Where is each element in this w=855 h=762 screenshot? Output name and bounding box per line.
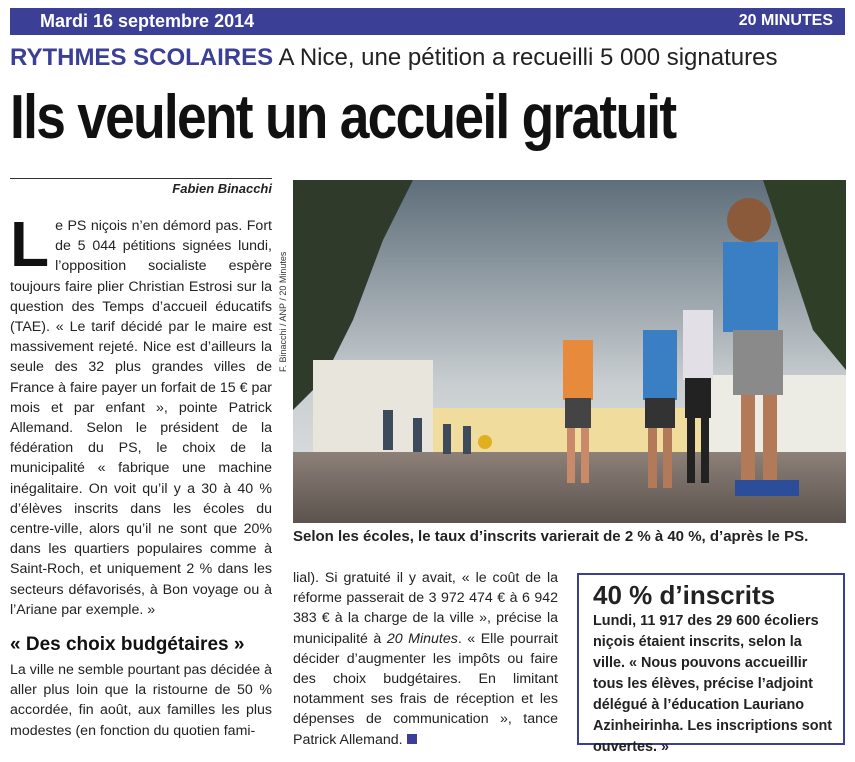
header-bar bbox=[10, 8, 845, 35]
sidebar-text: Lundi, 11 917 des 29 600 écoliers niçois étaient inscrits, selon la ville. « Nous pouvons accueillir tous les élèves, précise l’adjoint délégué à l’éducation Lauriano Azinheirinha. Les inscriptions sont ouvertes. » bbox=[593, 613, 833, 755]
end-mark-icon bbox=[407, 734, 417, 744]
paragraph-1: e PS niçois n’en démord pas. Fort de 5 044 pétitions signées lundi, l’opposition socialiste espère toujours faire plier Christian Estrosi sur la question des Temps d’accueil éducatifs (TAE). « Le tarif décidé par le maire est massivement rejeté. Nice est d’ailleurs la seule des 32 plus grandes villes de France à faire payer un forfait de 15 € par mois et par enfant », pointe Patrick Allemand. Selon le président de la fédération du PS, le choix de la municipalité « fabrique une machine inégalitaire. On voit qu’il y a 30 à 40 % d’élèves inscrits dans les écoles du centre-ville, alors qu’il ne sont que 20% dans les quartiers populaires comme à Saint-Roch, et uniquement 2 % dans les secteurs défavorisés, à Bon voyage ou à l’Ariane par exemple. » bbox=[10, 218, 272, 618]
publication-date: Mardi 16 septembre 2014 bbox=[40, 11, 255, 31]
paragraph-2-continued: lial). Si gratuité il y avait, « le coût de la réforme passerait de 3 972 474 € à 6 942 383 € à la charge de la ville », précise la municipalité à bbox=[293, 570, 558, 647]
article-photo bbox=[293, 180, 846, 523]
newspaper-reference: 20 Minutes bbox=[386, 630, 458, 647]
newspaper-name: 20 MINUTES bbox=[738, 12, 833, 29]
headline: Ils veulent un accueil gratuit bbox=[10, 83, 676, 152]
photo-credit: F. Binacchi / ANP / 20 Minutes bbox=[278, 251, 288, 372]
paragraph-2-end: . « Elle pourrait décider d’augmenter les impôts ou faire des choix budgétaires. En limitant notamment ses frais de réception et les dépenses de communication », tance Patrick Allemand. bbox=[293, 630, 558, 748]
kicker-subtitle: A Nice, une pétition a recueilli 5 000 signatures bbox=[278, 44, 778, 71]
subhead: « Des choix budgétaires » bbox=[10, 634, 245, 656]
sidebar-box bbox=[577, 573, 845, 755]
paragraph-2-start: La ville ne semble pourtant pas décidée à aller plus loin que la ristourne de 50 % accordée, fin août, aux familles les plus modestes (en fonction du quotien fami- bbox=[10, 662, 272, 739]
dropcap: L bbox=[10, 208, 50, 280]
section-label: RYTHMES SCOLAIRES bbox=[10, 44, 274, 71]
sidebar-title: 40 % d’inscrits bbox=[593, 580, 776, 610]
schoolyard-photo bbox=[293, 180, 846, 523]
byline: Fabien Binacchi bbox=[10, 178, 272, 196]
article-column-2 bbox=[293, 568, 558, 750]
article-column-1 bbox=[10, 208, 272, 741]
kicker bbox=[10, 44, 777, 72]
photo-caption: Selon les écoles, le taux d’inscrits varierait de 2 % à 40 %, d’après le PS. bbox=[293, 528, 809, 545]
